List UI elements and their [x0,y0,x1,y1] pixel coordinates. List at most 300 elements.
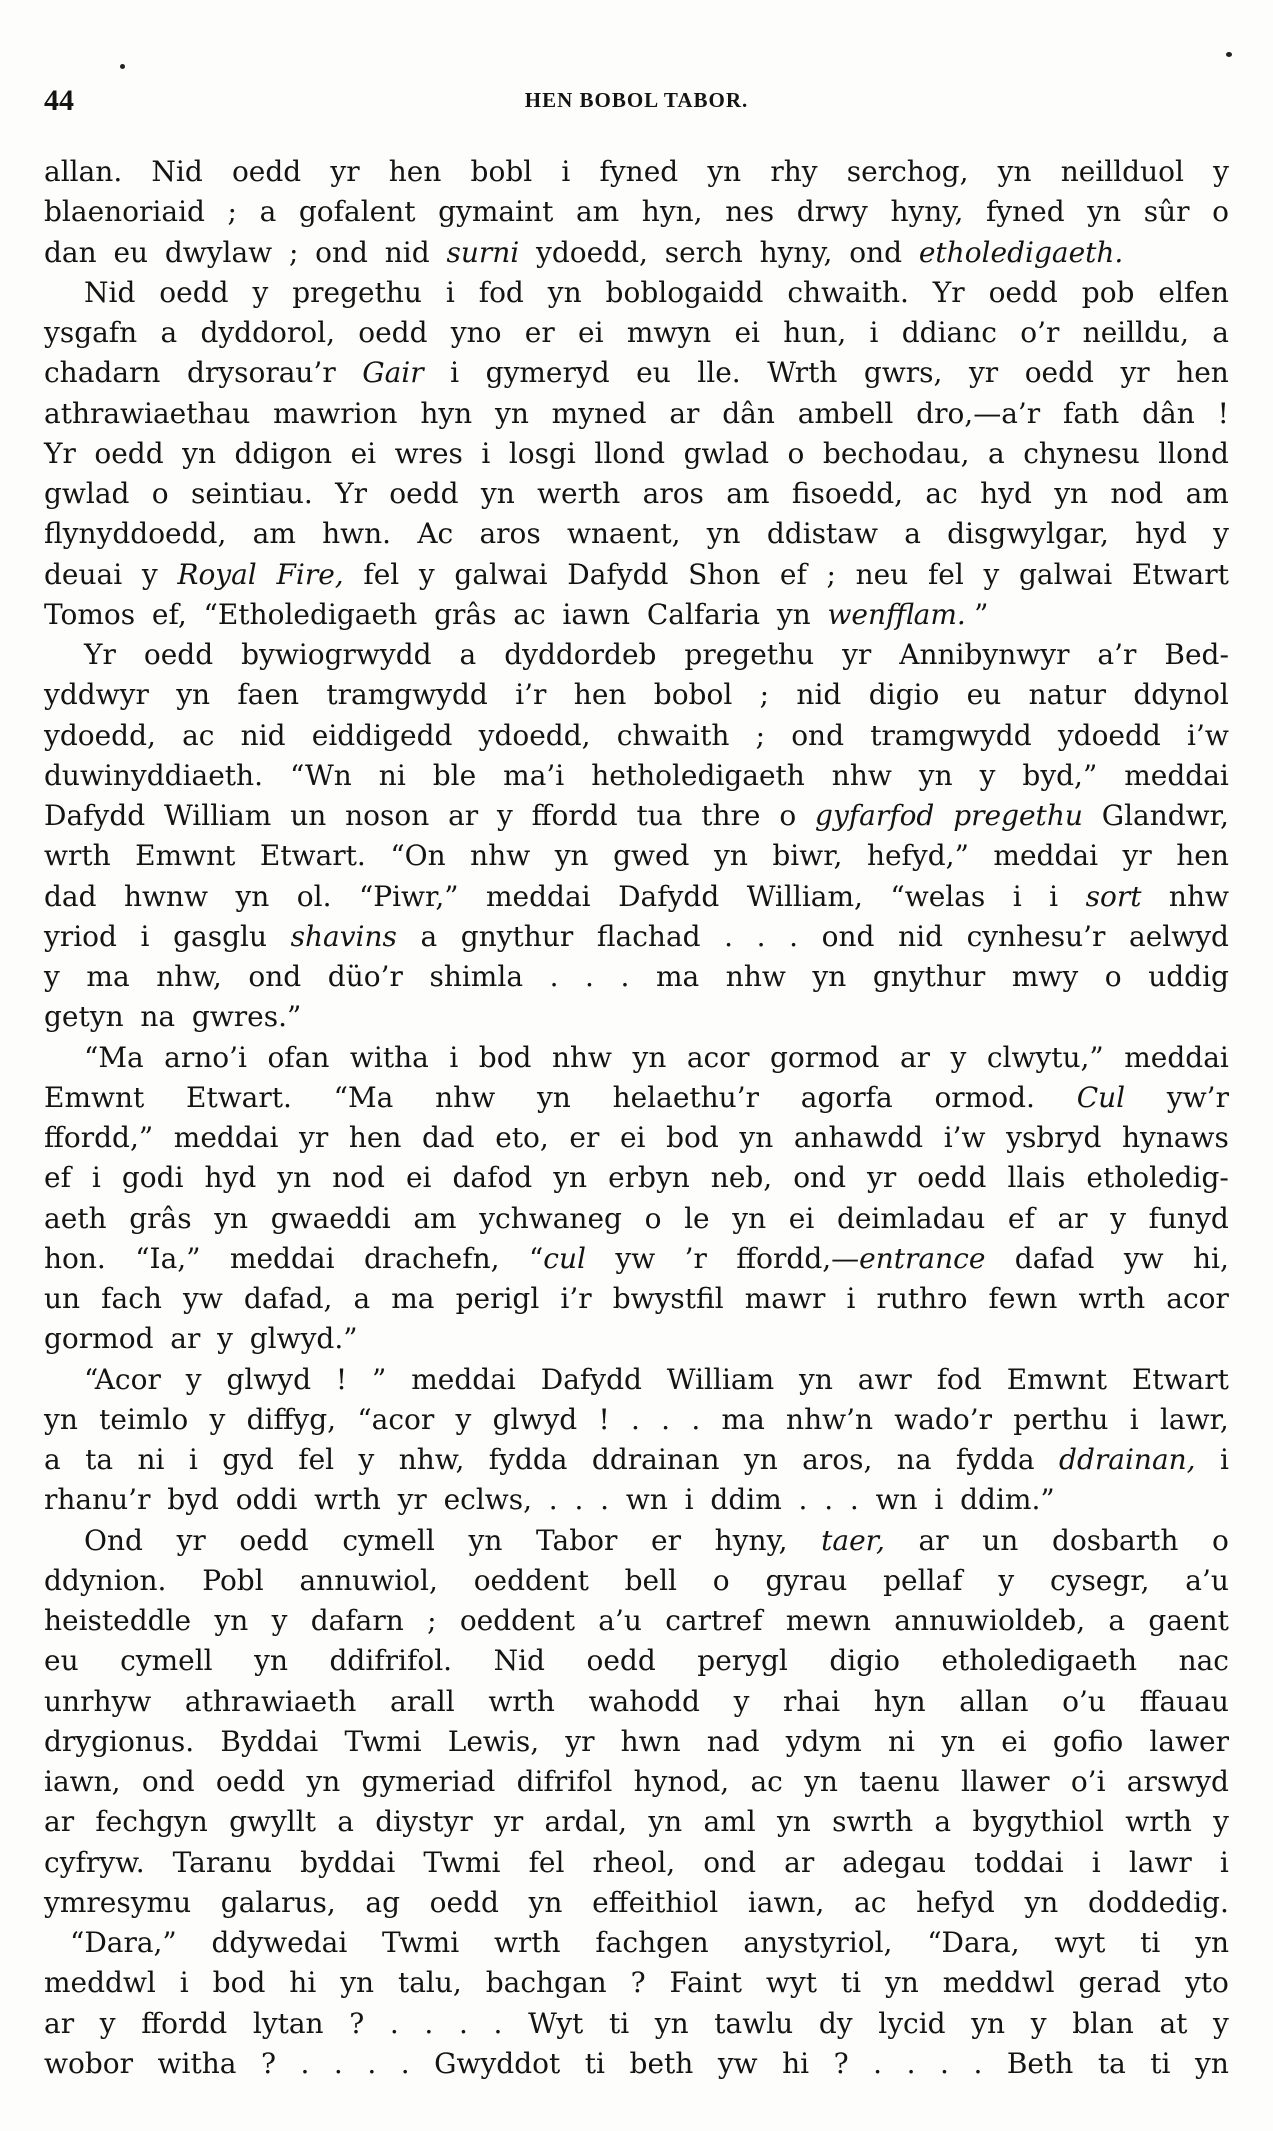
word: Glandwr, [1101,799,1229,832]
word: ; [288,235,299,269]
word: a’r [1097,638,1137,671]
word: ei [350,436,377,470]
word: . [620,960,630,993]
word: dyddordeb [504,638,657,671]
word: blan [1072,2006,1134,2040]
word: ar [44,2006,75,2040]
word: perthu [1013,1402,1109,1436]
word: o [1104,960,1122,993]
word: ond [791,718,845,752]
word: o [779,799,797,832]
word: wn [625,1483,668,1517]
word: William [666,1362,775,1396]
word: y [1110,1201,1127,1235]
word: wenfflam. ” [827,597,989,631]
word: yn [235,879,270,913]
word: ni [888,1724,916,1758]
word: hyny, [890,195,964,229]
word: ddynion. [44,1563,167,1597]
ink-speck [120,64,125,69]
word: werth [537,477,621,510]
word: grâs [434,597,497,631]
word: fisoedd, [791,477,904,510]
word: unrhyw [44,1684,152,1718]
word: tawlu [714,2006,794,2040]
word: lawr [1128,1845,1192,1879]
word: neilldu, [1082,316,1189,349]
word: gwaeddi [270,1201,391,1235]
word: i [1219,1443,1229,1476]
word: lawer [1149,1724,1229,1758]
word: ar [918,1523,949,1557]
word: oedd [917,1161,987,1195]
word: na [896,1443,932,1476]
word: dafod [452,1161,533,1195]
word: o [644,1201,662,1235]
word: Faint [669,1966,742,2000]
word: acor [1166,1282,1229,1315]
word: yn [971,2006,1006,2040]
word: ar [784,1845,815,1879]
word: ag [365,1885,400,1919]
word: yto [1184,1966,1229,2000]
word: biwr, [772,839,843,873]
word: allan. [44,155,123,188]
word: gofio [1052,1724,1124,1758]
word: gwlad [44,477,130,510]
word: na [140,1000,176,1034]
word: mwy [1011,960,1079,993]
word: hynod, [633,1765,730,1798]
word: y [358,1443,375,1476]
word: a [934,1805,952,1839]
word: yn [480,477,515,510]
word: i [869,316,879,349]
word: nhw [551,1040,613,1074]
word: bygythiol [972,1805,1104,1839]
word: . [724,919,734,953]
text-line [44,1521,1229,1561]
word: taer, [821,1523,885,1557]
word: etholedigaeth [941,1644,1138,1678]
word: ormod. [934,1080,1035,1114]
word: dro,—a’r [916,396,1041,430]
text-line [44,1843,1229,1883]
word: a [904,517,921,551]
word: oedd [215,1765,286,1798]
word: hyny, [759,235,833,269]
word: ddim.” [960,1483,1055,1517]
word: yn [182,436,216,470]
word: Emwnt [1006,1362,1107,1396]
word: flynyddoedd, [44,517,227,551]
word: yn [739,1121,774,1154]
word: Yr [84,638,116,671]
word: Ac [417,517,454,551]
word: yw [615,1241,656,1275]
word: ydoedd, [478,718,591,752]
word: ac [513,597,546,631]
word: awr [857,1362,912,1396]
word: . [493,2006,503,2040]
word: o [787,436,805,470]
word: hwnw [124,879,208,913]
word: yr [867,1161,897,1195]
word: ruthro [876,1282,968,1315]
word: “Ia,” [135,1241,201,1275]
word: anystyriol, [743,1926,893,1959]
word: yr [565,1724,595,1758]
text-line [44,1601,1229,1641]
word: lle. [697,356,741,390]
word: un [982,1523,1019,1557]
word: o [712,1563,730,1597]
word: Nid [84,275,136,309]
word: Dafydd [567,557,669,591]
word: “cul [528,1241,586,1275]
text-line [44,394,1229,434]
word: llawer [961,1765,1050,1798]
word: fach [101,1282,162,1315]
word: wrth [493,1926,561,1959]
word: ysgafn [44,316,138,349]
word: ei [1001,1724,1027,1758]
word: hwn. [322,517,392,551]
word: arno’i [164,1040,247,1074]
word: eu [966,678,1002,712]
text-line [44,635,1229,675]
word: i [561,155,571,188]
text-line [44,1400,1229,1440]
word: ! [1217,396,1229,430]
word: a [44,1443,61,1476]
word: ; [227,195,237,229]
word: gnythur [460,919,574,953]
word: hynaws [1121,1121,1229,1154]
word: yn [812,960,847,993]
word: yn [799,1362,833,1396]
word: . [424,2006,434,2040]
word: elfen [1158,275,1229,309]
word: hyn [420,396,473,430]
word: i’r [560,1282,592,1315]
word: ; [826,557,836,591]
word: wrth [314,1483,381,1517]
word: o’r [1020,316,1060,349]
word: ffauau [1139,1684,1229,1718]
word: galwai [1019,557,1113,591]
word: gormod [769,1040,880,1074]
word: etholedig- [1086,1161,1229,1195]
word: y [998,1563,1015,1597]
word: ydoedd, [44,718,156,752]
word: uddig [1148,960,1229,993]
word: Dafydd [618,879,720,913]
word: Etwart [1131,557,1229,591]
word: i [1129,1402,1139,1436]
word: neillduol [1060,155,1184,188]
word: noson [345,799,430,832]
text-line [44,1722,1229,1762]
word: hun, [783,316,847,349]
word: nid [898,919,943,953]
word: yw [1123,1241,1164,1275]
word: duwinyddiaeth. [44,758,263,792]
word: yr [1120,356,1150,390]
text-line [44,917,1229,957]
word: athrawiaethau [44,396,251,430]
word: rhy [770,155,818,188]
word: effeithiol [592,1885,719,1919]
word: dy [818,2006,853,2040]
word: a [160,316,178,349]
word: oedd [429,1885,499,1919]
word: nhw [831,758,892,792]
word: hen [388,155,442,188]
word: Twmi [344,1724,422,1758]
word: drygionus. [44,1724,195,1758]
word: oeddent [473,1563,589,1597]
word: digio [829,1644,900,1678]
word: yn [214,1604,249,1637]
word: . [548,1483,558,1517]
word: meddai [411,1362,516,1396]
word: ta [85,1443,114,1476]
word: godi [121,1161,184,1195]
text-line [44,434,1229,474]
ink-speck [1226,52,1232,57]
word: i [684,1483,694,1517]
word: serchog, [846,155,969,188]
word: galarus, [220,1885,336,1919]
word: athrawiaeth [184,1684,357,1718]
word: yr [968,356,999,390]
text-line [44,1440,1229,1480]
word: . [906,2046,916,2080]
word: iawn, [44,1765,121,1798]
word: yn [804,1765,838,1798]
word: pregethu [953,799,1083,832]
word: . [940,2046,949,2080]
word: Beth [1006,2046,1074,2080]
text-line [44,1199,1229,1239]
word: yn [776,1805,811,1839]
word: swrth [832,1805,914,1839]
word: ond [849,235,903,269]
word: Royal [177,557,257,591]
word: am [575,195,620,229]
word: dad [44,879,97,913]
word: yn [776,597,811,631]
word: le [684,1201,710,1235]
word: gwrs, [863,356,943,390]
word: mewn [785,1604,871,1637]
word: Annibynwyr [899,638,1070,671]
word: bachgan [485,1966,607,2000]
word: pregethu [292,275,422,309]
word: nhw [725,960,786,993]
word: ar [899,1040,931,1074]
word: bod [666,1121,719,1154]
word: eto, [495,1121,549,1154]
word: meddwl [44,1966,156,2000]
word: . [458,2006,468,2040]
word: ei [578,316,604,349]
word: ffordd [141,2006,228,2040]
word: ond [141,1765,195,1798]
word: a [459,638,477,671]
word: wobor [44,2046,133,2080]
text-line [44,796,1229,836]
word: ni [137,1443,165,1476]
word: yn [1195,1926,1229,1959]
text-line [44,1118,1229,1158]
word: i [449,1040,459,1074]
word: arswyd [1126,1765,1229,1798]
word: mwyn [626,316,712,349]
word: Tomos [44,597,136,631]
word: dwylaw [164,235,273,269]
word: shavins [290,919,397,953]
word: gaent [1148,1604,1229,1637]
word: a [259,195,277,229]
word: y [496,799,513,832]
text-line [44,877,1229,917]
word: ydoedd, [536,235,648,269]
word: pellaf [883,1563,963,1597]
word: gwed [613,839,690,873]
word: difrifol [516,1765,613,1798]
word: o’u [1062,1684,1106,1718]
word: ble [432,758,477,792]
word: yn [884,1966,919,2000]
text-line [44,353,1229,393]
word: gymaint [438,195,554,229]
word: ma [86,960,130,993]
word: “Acor [84,1362,161,1396]
word: hen [573,678,627,712]
word: shimla [429,960,524,993]
word: Dafydd [540,1362,642,1396]
word: drwy [796,195,868,229]
word: Lewis, [447,1724,540,1758]
word: dan [44,235,97,269]
word: ar [44,1805,75,1839]
word: . [300,2046,310,2080]
word: i [846,1282,856,1315]
word: perygl [697,1644,788,1678]
word: yw [717,2046,758,2080]
text-line [44,233,1229,273]
word: nid [796,678,842,712]
word: i [481,436,491,470]
word: a’u [1185,1563,1229,1597]
word: Taranu [172,1845,273,1879]
word: oedd [389,477,459,510]
text-line [44,1360,1229,1400]
word: wrth [1078,1282,1146,1315]
word: annuwiol, [299,1563,438,1597]
text-line [44,1561,1229,1601]
word: ti [1140,1926,1161,1959]
word: am [1185,477,1229,510]
word: wado’r [894,1402,992,1436]
text-line [44,474,1229,514]
word: drysorau’r [186,356,336,390]
word: y [1030,2006,1047,2040]
word: yr [397,1483,427,1517]
word: “Ma [333,1080,394,1114]
word: i [1049,879,1059,913]
word: ddim [710,1483,782,1517]
word: glwyd [226,1362,312,1396]
word: düo’r [327,960,403,993]
word: i [91,1161,101,1195]
word: deimladau [836,1201,986,1235]
word: ei [405,1161,432,1195]
word: eu [113,235,149,269]
word: yn [340,1966,375,2000]
word: disgwylgar, [947,517,1109,551]
word: . [389,2006,399,2040]
word: a [1108,1604,1126,1637]
word: ; [427,1604,437,1637]
word: nad [706,1724,760,1758]
word: hwn [620,1724,681,1758]
page-body-text [44,152,1229,2084]
word: ; [759,678,770,712]
word: neb, [710,1161,773,1195]
word: un [290,799,327,832]
word: er [569,1121,600,1154]
word: yn [1087,195,1122,229]
word: ac [925,477,958,510]
word: yn [1024,1885,1059,1919]
word: allan [959,1684,1029,1718]
word: Bed- [1164,638,1229,671]
word: Calfaria [646,597,761,631]
word: “Dara,” [70,1926,177,1959]
word: Tabor [536,1523,618,1557]
word: i [188,1443,198,1476]
word: oedd [358,316,428,349]
word: Dafydd [44,799,146,832]
word: etholedigaeth. [918,235,1124,269]
word: “Dara, [927,1926,1020,1959]
word: ta [1097,2046,1126,2080]
word: Ond [84,1523,143,1557]
text-line [44,595,1229,635]
word: ardal, [544,1805,628,1839]
word: yr [1122,839,1152,873]
text-line [44,675,1229,715]
word: flachad [596,919,701,953]
text-line [44,192,1229,232]
word: Yr [44,436,76,470]
word: Nid [493,1644,545,1678]
word: surni [446,235,520,269]
text-line [44,1078,1229,1118]
word: tramgwydd [870,718,1032,752]
word: yn [648,1805,683,1839]
word: meddwl [942,1966,1055,2000]
word: annuwioldeb, [894,1604,1086,1637]
word: gyfarfod [815,799,935,832]
word: hi [782,2046,810,2080]
text-line [44,273,1229,313]
word: i [450,356,460,390]
word: ddynol [1133,678,1229,712]
